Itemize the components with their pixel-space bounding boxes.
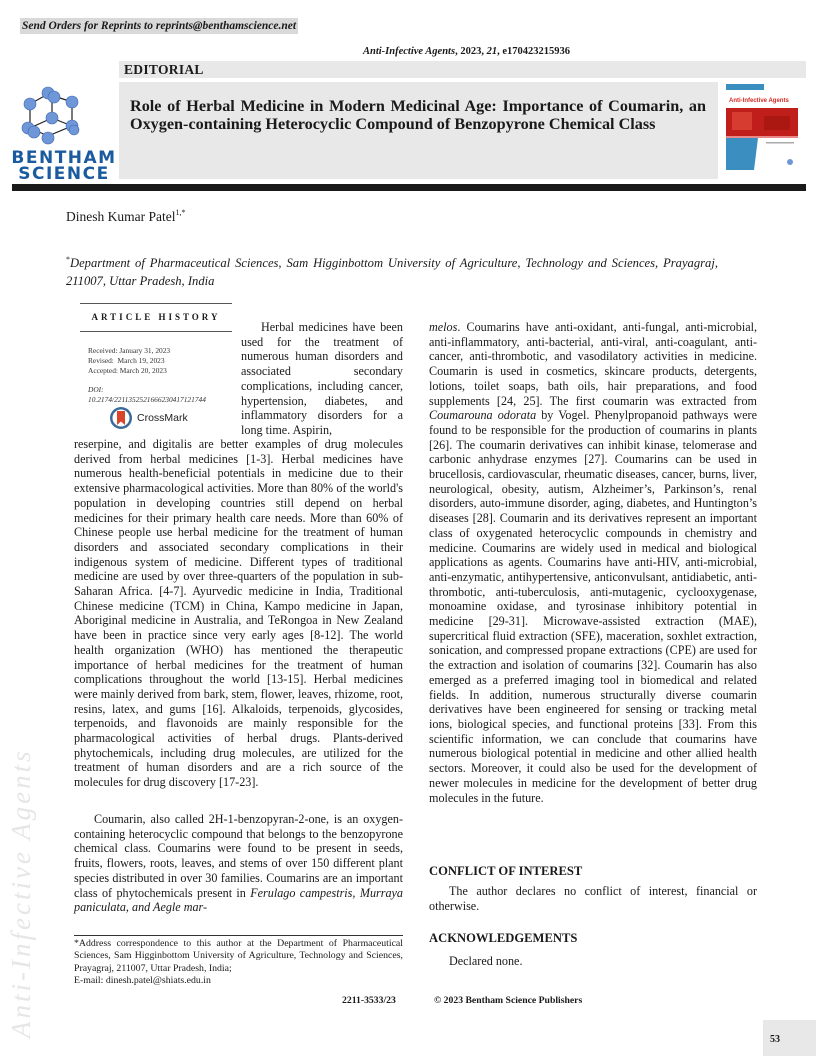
affiliation-mark: * [66,255,70,264]
crossmark-icon [109,406,133,430]
correspondence-address: *Address correspondence to this author at the Department of Pharmaceutical Sciences, Sam Higginbottom University of Agriculture, Technology and Sciences, Prayagraj, 211007, Uttar Pradesh, India; [74,938,403,974]
received-date: Received: January 31, 2023 [88,346,171,355]
author-line [66,208,185,225]
article-title: Role of Herbal Medicine in Modern Medicinal Age: Importance of Coumarin, an Oxygen-containing Heterocyclic Compound of Benzopyrone Chemical Class [130,97,706,133]
species-name: Coumarouna odorata [429,408,537,423]
journal-citation: Anti-Infective Agents, 2023, 21, e170423215936 [363,46,570,57]
reprint-notice: Send Orders for Reprints to reprints@benthamscience.net [22,20,297,32]
body-paragraph-2-continued: melos. Coumarins have anti-oxidant, anti-fungal, anti-microbial, anti-inflammatory, anti-bacterial, anti-viral, anti-coagulant, anti-cancer, anti-thrombotic, and vasodilatory activities in medicine. Coumarin is used in cosmetics, skincare products, detergents, lotions, toilet soaps, bath oils, hair preparations, and food supplements [24, 25]. The first coumarin was extracted from Coumarouna odorata by Vogel. Phenylpropanoid pathways were found to be responsible for the production of coumarins in plants [26]. The coumarin derivatives can inhibit kinase, telomerase and carbonic anhydrase enzymes [27]. Coumarins can be used in brucellosis, cardiovascular, rheumatic diseases, cancer, burns, liver, neurological, obesity, autism, Alzheimer’s, Parkinson’s, renal disorders, auto-immune disorder, aging, diabetes, and Huntington’s diseases [28]. Coumarin and its derivatives represent an important class of oxygenated heterocyclic compounds in chemistry and medicine. Coumarins are widely used in medical and biological applications as agents. Coumarins have anti-HIV, anti-microbial, anti-enzymatic, antihypertensive, anticonvulsant, antidiabetic, anti-thrombotic, anti-tuberculosis, anti-mutagenic, cyclooxygenase, monoamine oxidase, and tyrosinase inhibitory potential in medicine [29-31]. Microwave-assisted extraction (MAE), supercritical fluid extraction (SFE), maceration, soxhlet extraction, sonication, and compressed propane extractions (CPE) are used for the extraction and isolation of coumarins [32]. Coumarin has also emerged as a preferred imaging tool in biomedical and related fields. In addition, numerous structurally diverse coumarin derivatives have been engineered for sensing or tracking metal ions, biological species, and functional proteins [33]. From this scientific information, we can conclude that coumarins have numerous biological potential in medicine and other allied health sectors. Moreover, it could also be used for the development of newer molecules in medicine for the development of better drug molecules in the future. [429,320,757,805]
copyright: © 2023 Bentham Science Publishers [434,995,583,1006]
conflict-text: The author declares no conflict of interest, financial or otherwise. [429,884,757,913]
accepted-date: Accepted: March 20, 2023 [88,366,167,375]
body-paragraph-1-intro: Herbal medicines have been used for the treatment of numerous human disorders and associated secondary complications, including cancer, hypertension, diabetes, and inflammatory disorders for a long time. Aspirin, [241,320,403,437]
correspondence-footnote [74,938,403,988]
header-divider [12,184,806,191]
journal-year: 2023, [460,46,484,57]
article-history-title: ARTICLE HISTORY [91,312,221,322]
article-type: EDITORIAL [124,62,204,77]
author-marks: 1,* [175,208,186,217]
doi-label: DOI: [88,385,104,394]
species-name: melos [429,320,458,334]
acknowledgements-text: Declared none. [449,954,523,968]
species-name: Ferulago campestris [250,885,353,900]
logo-line1: BENTHAM [11,148,117,168]
journal-volume: 21 [486,46,498,57]
crossmark-button[interactable] [109,406,188,430]
revised-date: Revised: March 19, 2023 [88,356,165,365]
acknowledgements-heading: ACKNOWLEDGEMENTS [429,931,578,945]
doi-block [88,385,206,405]
footnote-rule [74,935,403,936]
article-history-dates [88,346,170,376]
issn: 2211-3533/23 [342,995,396,1006]
journal-name: Anti-Infective Agents [363,46,456,57]
species-name: Murraya paniculata, and Aegle mar- [74,885,403,915]
author-name: Dinesh Kumar Patel [66,209,176,224]
article-history-top-rule [80,303,232,304]
body-paragraph-2: Coumarin, also called 2H-1-benzopyran-2-one, is an oxygen-containing heterocyclic compound that belongs to the benzopyrone chemical class. Coumarins were found to be present in seeds, fruits, flowers, roots, leaves, and stems of over 150 different plant species distributed in over 30 families. Coumarins are an important class of phytochemicals present in Ferulago campestris, Murraya paniculata, and Aegle mar- [74,812,403,915]
page-number: 53 [770,1034,780,1045]
doi-link[interactable]: 10.2174/2211352521666230417121744 [88,395,206,404]
svg-text:Anti-Infective Agents: Anti-Infective Agents [729,98,789,104]
bentham-science-logo [10,82,118,182]
cover-image-icon [724,82,806,179]
conflict-heading: CONFLICT OF INTEREST [429,864,583,878]
journal-watermark: Anti-Infective Agents [6,748,36,1038]
molecule-icon [10,82,118,148]
editorial-bar [119,61,806,78]
article-history-bottom-rule [80,331,232,332]
logo-line2: SCIENCE [18,164,110,184]
journal-cover-thumbnail [724,82,806,179]
author-affiliation: *Department of Pharmaceutical Sciences, Sam Higginbottom University of Agriculture, Technology and Sciences, Prayagraj, 211007, Uttar Pradesh, India [66,255,718,288]
body-paragraph-1: reserpine, and digitalis are better examples of drug molecules derived from herbal medicines [1-3]. Herbal medicines have numerous health-beneficial potentials in medicine due to their extensive pharmacological activities. More than 80% of the world's population in developing countries still depend on herbal medicines for their primary health care needs. More than 60% of Chinese people use herbal medicine for the treatment of human disorders and associated secondary complications in their indigenous system of medicine. Different types of traditional medicine are used by over three-quarters of the population in sub-Saharan Africa. [4-7]. Ayurvedic medicine in India, Traditional Chinese medicine (TCM) in China, Kampo medicine in Japan, Aboriginal medicine in Australia, and TeRongoa in New Zealand have been in practice since very early ages [8-12]. The world health organization (WHO) has mentioned the therapeutic importance of herbal medicines for the treatment of human complications throughout the world [13-15]. Herbal medicines were mainly derived from bark, stem, flower, leaves, rhizome, root, resins, latex, and gums [16]. Alkaloids, terpenoids, glycosides, terpenoids, and flavonoids are mainly responsible for the pharmacological activities of herbal drugs. Plants-derived phytochemicals, including drug molecules, are utilized for the treatment of human disorders and are a rich source of the molecules for drug discovery [17-23]. [74,437,403,790]
article-id: , e170423215936 [497,46,570,57]
crossmark-label: CrossMark [137,412,188,424]
correspondence-email[interactable]: E-mail: dinesh.patel@shiats.edu.in [74,975,211,987]
